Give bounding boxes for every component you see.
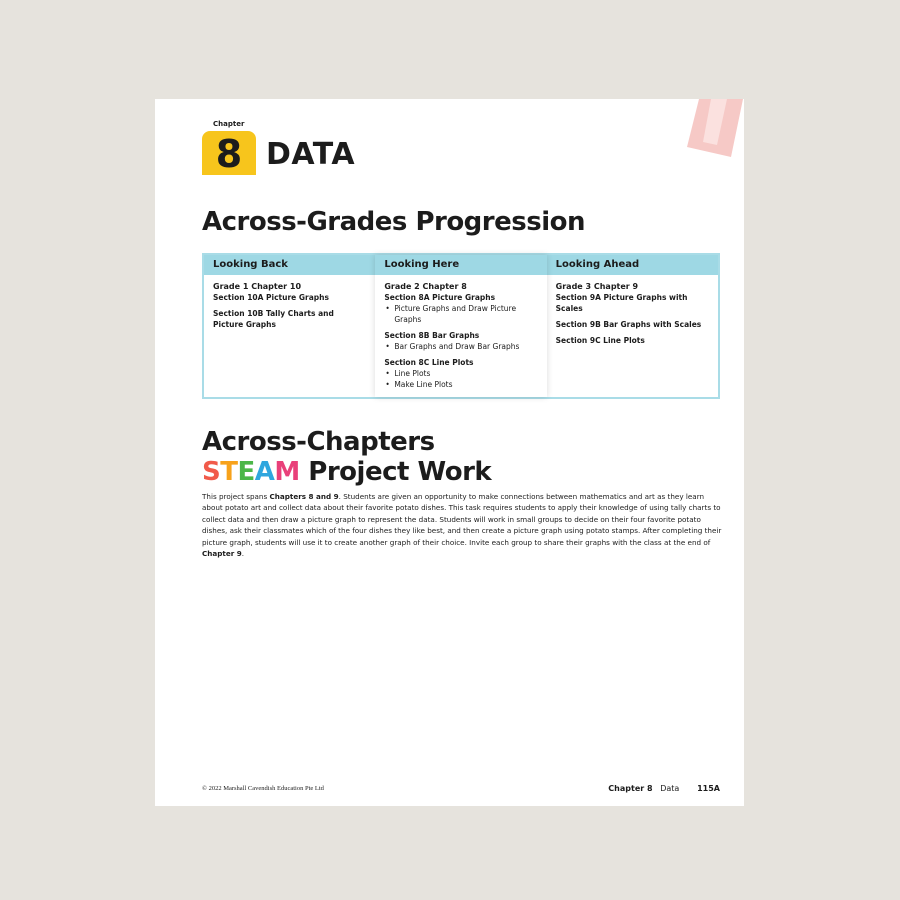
chapter-number-badge: 8	[202, 131, 256, 175]
section-title: Section 8C Line Plots	[384, 358, 474, 367]
list-item: • Bar Graphs and Draw Bar Graphs	[394, 341, 537, 352]
progression-table	[202, 253, 720, 399]
page	[155, 99, 744, 806]
steam-letter-t: T	[220, 457, 238, 487]
intro-text: This project spans	[202, 492, 270, 501]
project-work-label: Project Work	[299, 457, 492, 487]
grade-label: Grade 1 Chapter 10	[213, 282, 302, 291]
grade-label: Grade 3 Chapter 9	[555, 282, 639, 291]
chapter-title: DATA	[266, 137, 356, 172]
section-title: Section 8B Bar Graphs	[384, 331, 480, 340]
section-title: Section 8A Picture Graphs	[384, 293, 496, 302]
footer-topic: Data	[660, 784, 680, 793]
column-looking-back	[204, 255, 375, 397]
across-chapters-title: Across-Chapters	[202, 427, 435, 457]
column-heading: Looking Ahead	[547, 255, 718, 275]
bullet-list	[384, 368, 537, 390]
list-item: • Picture Graphs and Draw Picture Graphs	[394, 303, 537, 325]
section-title: Section 10B Tally Charts and Picture Graphs	[213, 309, 334, 329]
intro-text: . Students are given an opportunity to make connections between mathematics and art as they learn about potato art and collect data about their favorite potato dishes. This task requires students to apply their knowledge of using tally charts to collect data and then draw a picture graph to represent the data. Students will work in small groups to decide on their four favorite potato dishes, ask their classmates which of the four dishes they like best, and then create a picture graph using potato stamps. After completing their picture graph, students will use it to create another graph of their choice. Invite each group to share their graphs with the class at the end of	[202, 492, 722, 547]
section-title: Section 10A Picture Graphs	[213, 293, 329, 302]
progression-title: Across-Grades Progression	[202, 207, 585, 237]
bullet-list	[384, 341, 537, 352]
chapter-label: Chapter	[213, 120, 245, 128]
section-title: Section 9C Line Plots	[555, 336, 645, 345]
steam-letter-s: S	[202, 457, 221, 487]
footer-chapter: Chapter 8	[608, 784, 653, 793]
intro-bold: Chapters 8 and 9	[269, 492, 339, 501]
page-number: 115A	[697, 784, 720, 793]
intro-text: .	[241, 549, 245, 559]
grade-label: Grade 2 Chapter 8	[384, 282, 467, 291]
intro-bold: Chapter 9	[202, 549, 242, 559]
steam-letter-m: M	[274, 457, 300, 487]
steam-letter-a: A	[254, 457, 275, 487]
section-title: Section 9A Picture Graphs with Scales	[555, 293, 688, 313]
section-title: Section 9B Bar Graphs with Scales	[555, 320, 702, 329]
list-item: • Line Plots	[394, 368, 537, 379]
column-looking-ahead	[547, 255, 718, 397]
ribbon-decoration	[683, 99, 743, 157]
steam-letter-e: E	[237, 457, 255, 487]
column-heading: Looking Back	[204, 255, 375, 275]
column-heading: Looking Here	[375, 255, 546, 275]
copyright: © 2022 Marshall Cavendish Education Pte Ltd	[202, 785, 324, 792]
column-looking-here	[375, 255, 546, 397]
list-item: • Make Line Plots	[394, 379, 537, 390]
bullet-list	[384, 303, 537, 325]
project-intro-paragraph	[202, 491, 722, 559]
steam-project-title	[202, 456, 491, 488]
footer-page-info	[608, 784, 720, 793]
